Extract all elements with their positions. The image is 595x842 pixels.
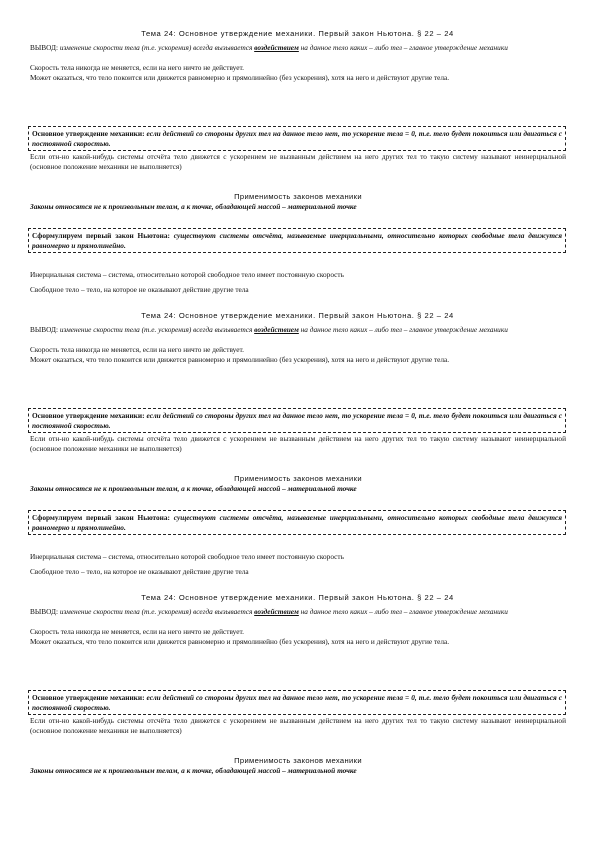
- applicability-text: Законы относятся не к произвольным телам, а к точке, обладающей массой – материальной точке: [30, 202, 357, 211]
- motion-statement: Может оказаться, что тело покоится или движется равномерно и прямолинейно (без ускорения), хотя на него и действуют другие тела.: [30, 73, 450, 82]
- conclusion-label: ВЫВОД:: [30, 607, 59, 616]
- speed-statement: Скорость тела никогда не меняется, если на него ничто не действует.: [30, 63, 244, 72]
- inertial-system-definition: Инерциальная система – система, относительно которой свободное тело имеет постоянную скорость: [30, 270, 344, 279]
- conclusion-paragraph: ВЫВОД: изменение скорости тела (т.е. ускорения) всегда вызывается воздействием на данное тело каких – либо тел – главное утверждение механики: [30, 43, 508, 52]
- conclusion-paragraph: ВЫВОД: изменение скорости тела (т.е. ускорения) всегда вызывается воздействием на данное тело каких – либо тел – главное утверждение механики: [30, 607, 508, 616]
- mechanics-principle-box: Основное утверждение механики: если действий со стороны других тел на данное тело нет, то ускорение тела = 0, т.е. тело будет покоиться или двигаться с постоянной скоростью.: [28, 126, 566, 151]
- non-inertial-frame-paragraph: Если отн-но какой-нибудь системы отсчёта тело движется с ускорением не вызванным действием на него других тел то такую систему называют неинерциальной (основное положение механики не выполняется): [30, 434, 566, 453]
- inertial-system-definition: Инерциальная система – система, относительно которой свободное тело имеет постоянную скорость: [30, 552, 344, 561]
- mechanics-principle-box: Основное утверждение механики: если действий со стороны других тел на данное тело нет, то ускорение тела = 0, т.е. тело будет покоиться или двигаться с постоянной скоростью.: [28, 690, 566, 715]
- applicability-text: Законы относятся не к произвольным телам, а к точке, обладающей массой – материальной точке: [30, 484, 357, 493]
- applicability-text: Законы относятся не к произвольным телам, а к точке, обладающей массой – материальной точке: [30, 766, 357, 775]
- newton-first-law-box: Сформулируем первый закон Ньютона: существуют системы отсчёта, называемые инерциальными, относительно которых свободные тела движутся равномерно и прямолинейно.: [28, 228, 566, 253]
- non-inertial-frame-paragraph: Если отн-но какой-нибудь системы отсчёта тело движется с ускорением не вызванным действием на него других тел то такую систему называют неинерциальной (основное положение механики не выполняется): [30, 152, 566, 171]
- conclusion-label: ВЫВОД:: [30, 43, 59, 52]
- topic-title: Тема 24: Основное утверждение механики. Первый закон Ньютона. § 22 – 24: [141, 593, 454, 602]
- newton-first-law-box: Сформулируем первый закон Ньютона: существуют системы отсчёта, называемые инерциальными, относительно которых свободные тела движутся равномерно и прямолинейно.: [28, 510, 566, 535]
- motion-statement: Может оказаться, что тело покоится или движется равномерно и прямолинейно (без ускорения), хотя на него и действуют другие тела.: [30, 637, 450, 646]
- conclusion-paragraph: ВЫВОД: изменение скорости тела (т.е. ускорения) всегда вызывается воздействием на данное тело каких – либо тел – главное утверждение механики: [30, 325, 508, 334]
- applicability-heading: Применимость законов механики: [234, 474, 362, 483]
- speed-statement: Скорость тела никогда не меняется, если на него ничто не действует.: [30, 345, 244, 354]
- speed-statement: Скорость тела никогда не меняется, если на него ничто не действует.: [30, 627, 244, 636]
- non-inertial-frame-paragraph: Если отн-но какой-нибудь системы отсчёта тело движется с ускорением не вызванным действием на него других тел то такую систему называют неинерциальной (основное положение механики не выполняется): [30, 716, 566, 735]
- motion-statement: Может оказаться, что тело покоится или движется равномерно и прямолинейно (без ускорения), хотя на него и действуют другие тела.: [30, 355, 450, 364]
- mechanics-principle-box: Основное утверждение механики: если действий со стороны других тел на данное тело нет, то ускорение тела = 0, т.е. тело будет покоиться или двигаться с постоянной скоростью.: [28, 408, 566, 433]
- conclusion-label: ВЫВОД:: [30, 325, 59, 334]
- topic-title: Тема 24: Основное утверждение механики. Первый закон Ньютона. § 22 – 24: [141, 29, 454, 38]
- applicability-heading: Применимость законов механики: [234, 192, 362, 201]
- applicability-heading: Применимость законов механики: [234, 756, 362, 765]
- topic-title: Тема 24: Основное утверждение механики. Первый закон Ньютона. § 22 – 24: [141, 311, 454, 320]
- free-body-definition: Свободное тело – тело, на которое не оказывают действие другие тела: [30, 285, 249, 294]
- free-body-definition: Свободное тело – тело, на которое не оказывают действие другие тела: [30, 567, 249, 576]
